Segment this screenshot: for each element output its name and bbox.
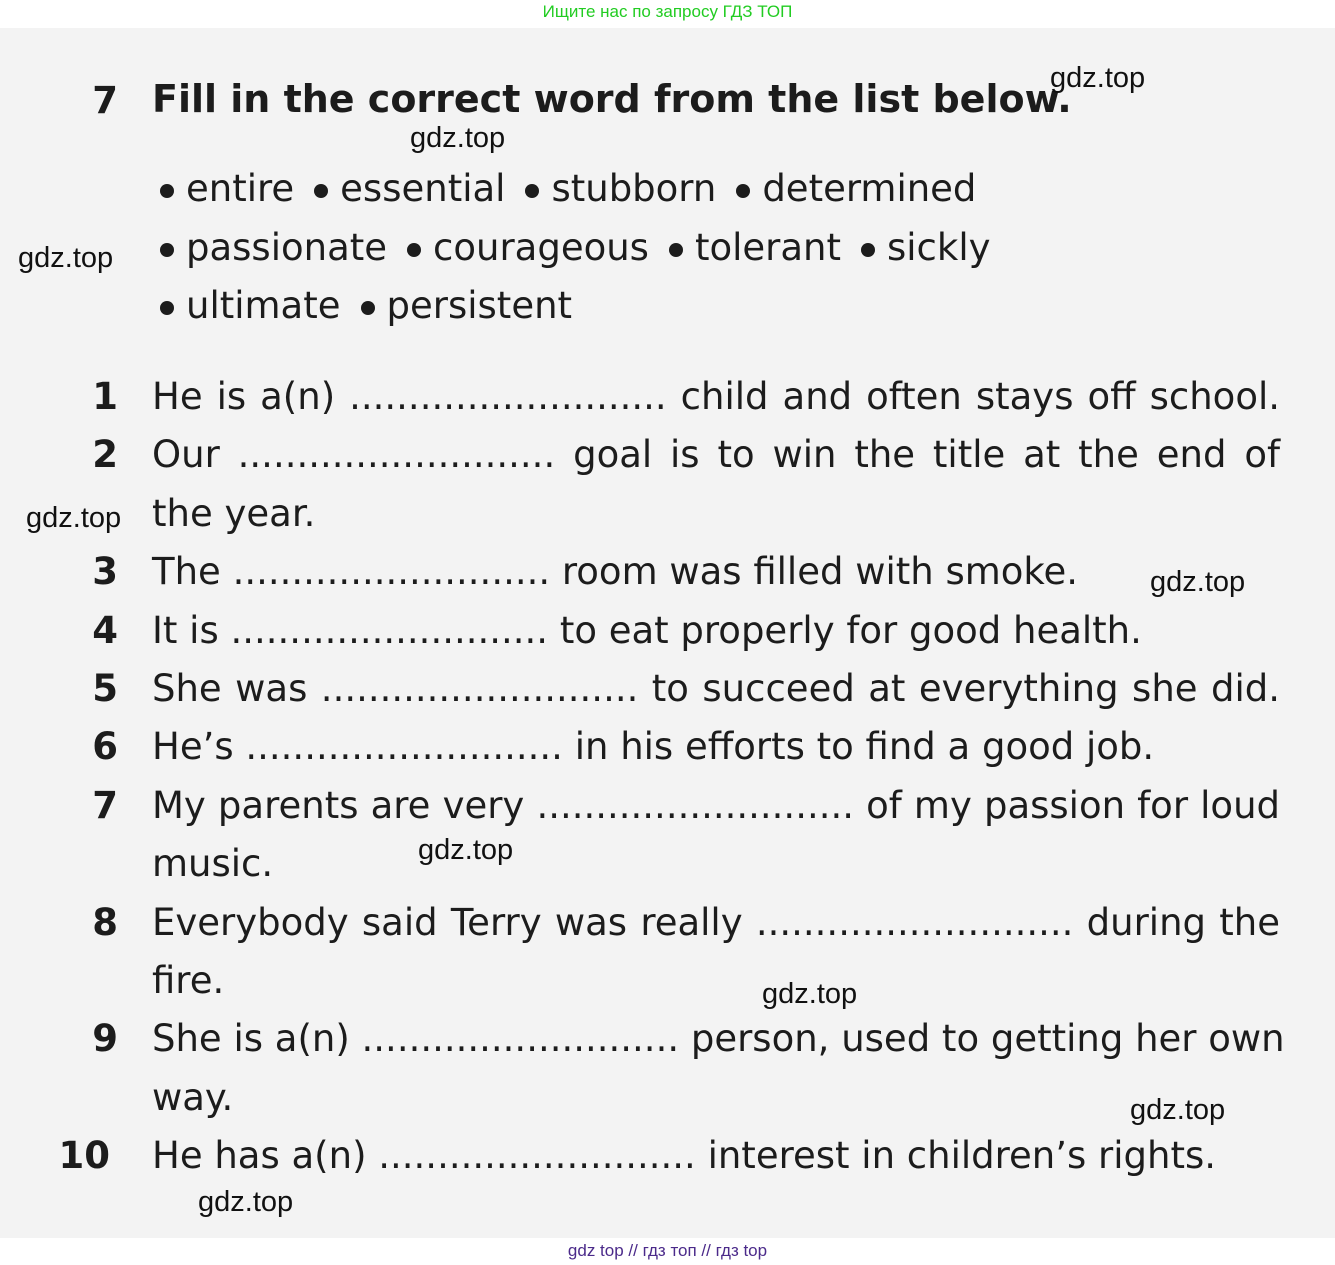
item-number: 4: [92, 608, 118, 652]
bullet-icon: [160, 243, 174, 257]
item-text: He’s ........................... in his efforts to find a good job.: [152, 725, 1155, 769]
item-number: 7: [92, 783, 118, 827]
item-text: music.: [152, 842, 274, 886]
exercise-number: 7: [92, 79, 118, 122]
word-option: persistent: [386, 284, 573, 327]
item-number: 3: [92, 550, 118, 594]
item-number: 8: [92, 900, 118, 944]
word-list-row: [160, 219, 1011, 277]
bullet-icon: [361, 301, 375, 315]
watermark: gdz.top: [26, 502, 122, 534]
watermark: gdz.top: [18, 242, 114, 274]
item-number: 2: [92, 433, 118, 477]
word-option: essential: [340, 167, 506, 210]
item-number: 6: [92, 725, 118, 769]
watermark: gdz.top: [1150, 566, 1246, 598]
item-number: 10: [58, 1134, 110, 1178]
word-option: tolerant: [694, 226, 841, 269]
word-option: passionate: [186, 226, 388, 269]
bullet-icon: [736, 184, 750, 198]
bottom-banner: gdz top // гдз топ // гдз top: [567, 1241, 768, 1260]
item-text: The ........................... room was filled with smoke.: [152, 550, 1079, 594]
watermark: gdz.top: [1130, 1094, 1226, 1126]
item-text: She was ........................... to succeed at everything she did.: [152, 667, 1280, 710]
watermark: gdz.top: [418, 834, 514, 866]
bullet-icon: [160, 184, 174, 198]
item-text: He has a(n) ........................... interest in children’s rights.: [152, 1134, 1217, 1178]
watermark: gdz.top: [1050, 62, 1146, 94]
bullet-icon: [861, 243, 875, 257]
item-text: It is ........................... to eat properly for good health.: [152, 608, 1142, 652]
watermark: gdz.top: [410, 122, 506, 154]
item-text: way.: [152, 1075, 234, 1119]
item-text: My parents are very ........................... of my passion for loud: [152, 783, 1280, 827]
item-number: 9: [92, 1017, 118, 1061]
word-option: stubborn: [551, 167, 717, 210]
item-text: fire.: [152, 959, 225, 1002]
bullet-icon: [669, 243, 683, 257]
word-option: determined: [762, 167, 977, 210]
bullet-icon: [525, 184, 539, 198]
bullet-icon: [407, 243, 421, 257]
bullet-icon: [314, 184, 328, 198]
word-list-row: [160, 277, 592, 335]
item-text: She is a(n) ........................... person, used to getting her own: [152, 1017, 1285, 1061]
item-text: Our ........................... goal is to win the title at the end of: [152, 433, 1280, 477]
exercise-title: Fill in the correct word from the list below.: [152, 77, 1072, 121]
word-option: entire: [186, 167, 295, 210]
watermark: gdz.top: [762, 978, 858, 1010]
word-option: ultimate: [186, 284, 341, 327]
word-list-row: [160, 160, 996, 218]
bullet-icon: [160, 301, 174, 315]
item-number: 1: [92, 375, 118, 418]
item-text: He is a(n) ........................... child and often stays off school.: [152, 375, 1280, 418]
item-text: Everybody said Terry was really ........................... during the: [152, 900, 1280, 944]
item-number: 5: [92, 667, 118, 710]
item-text: the year.: [152, 491, 316, 535]
watermark: gdz.top: [198, 1186, 294, 1218]
word-option: sickly: [887, 226, 991, 269]
top-banner: Ищите нас по запросу ГДЗ ТОП: [542, 2, 793, 21]
word-option: courageous: [433, 226, 649, 269]
